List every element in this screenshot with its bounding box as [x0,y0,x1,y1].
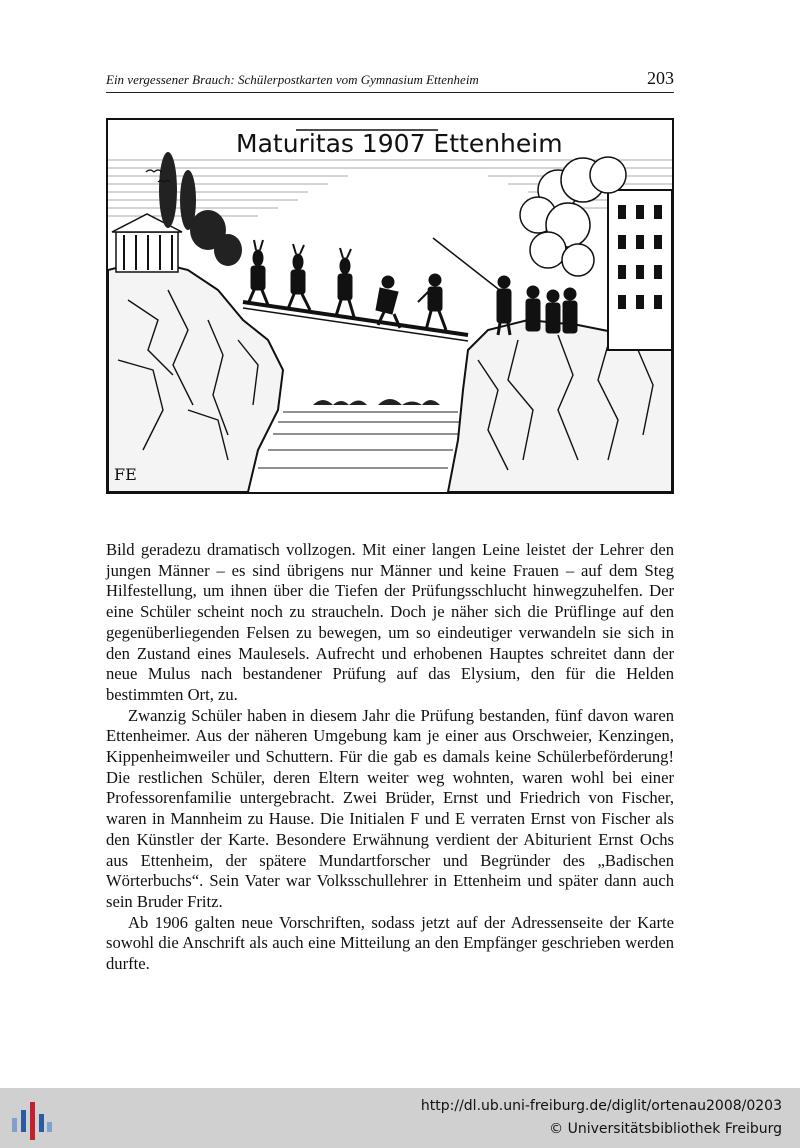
postcard-caption: Maturitas 1907 Ettenheim [236,129,563,158]
paragraph: Bild geradezu dramatisch vollzogen. Mit einer langen Leine leistet der Lehrer den jungen Männer – es sind übrigens nur Männer und keine Frauen – auf dem Steg Hilfestellung, um ihnen über die Tiefen der Prüfungsschlucht hinwegzuhelfen. Der eine Schüler scheint noch zu straucheln. Doch je näher sich die Prüflinge auf den gegenüberliegenden Felsen zu bewegen, um so eindeutiger verwandeln sie sich in den Zustand eines Maulesels. Aufrecht und erhobenen Hauptes schreitet dann der neue Mulus nach bestandener Prüfung auf das Elysium, den für die Helden bestimmten Ort, zu. [106,540,674,704]
source-url[interactable]: http://dl.ub.uni-freiburg.de/diglit/ortenau2008/0203 [420,1098,782,1114]
footer-bar [0,1088,800,1148]
body-text [106,540,674,975]
postcard-illustration [106,118,674,494]
artist-monogram: FE [114,465,137,484]
running-header [106,70,674,93]
page-number: 203 [647,68,674,88]
running-title: Ein vergessener Brauch: Schülerpostkarten vom Gymnasium Ettenheim [106,72,479,87]
library-logo-icon [12,1098,52,1142]
paragraph: Ab 1906 galten neue Vorschriften, sodass jetzt auf der Adressenseite der Karte sowohl die Anschrift als auch eine Mitteilung an den Empfänger geschrieben werden durfte. [106,912,674,974]
paragraph: Zwanzig Schüler haben in diesem Jahr die Prüfung bestanden, fünf davon waren Ettenheimer. Aus der näheren Umgebung kam je einer aus Orschweier, Kenzingen, Kippenheimweiler und Schuttern. Für die gab es damals keine Schülerbeförderung! Die restlichen Schüler, deren Eltern weiter weg wohnten, waren wohl bei einer Professorenfamilie untergebracht. Zwei Brüder, Ernst und Friedrich von Fischer, waren in Mannheim zu Hause. Die Initialen F und E verraten Ernst von Fischer als den Künstler der Karte. Besondere Erwähnung verdient der Abiturient Ernst Ochs aus Ettenheim, der spätere Mundartforscher und Begründer des „Badischen Wörterbuchs“. Sein Vater war Volksschullehrer in Ettenheim und später dann auch sein Bruder Fritz. [106,705,674,911]
copyright-notice: © Universitätsbibliothek Freiburg [549,1121,782,1137]
